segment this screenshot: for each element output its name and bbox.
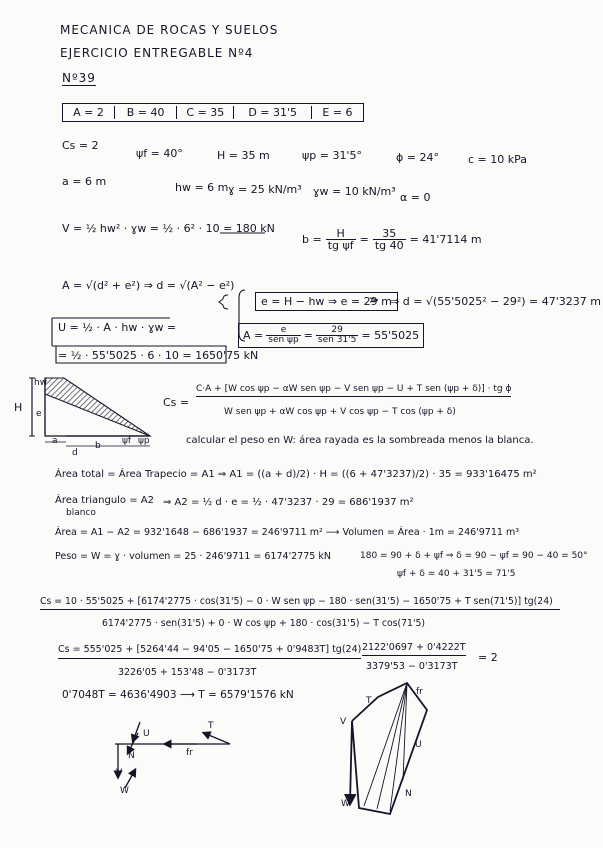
- fbd2-label-v: V: [340, 717, 347, 727]
- fbd1-label-fr: fr: [186, 748, 193, 758]
- weight-calc: Peso = W = ɣ · volumen = 25 · 246'9711 = 6174'2775 kN: [55, 551, 331, 562]
- document-title: MECANICA DE ROCAS Y SUELOS: [60, 23, 279, 37]
- fbd1-label-u: U: [143, 729, 150, 739]
- eq-b-equal: =: [359, 233, 369, 246]
- final-result: 0'7048T = 4636'4903 ⟶ T = 6579'1576 kN: [62, 689, 294, 701]
- equation-d: ⇒ d = √(55'5025² − 29²) = 47'3237 m: [390, 295, 601, 308]
- param-e: E = 6: [322, 106, 353, 119]
- cs-substitution-denominator: 6174'2775 · sen(31'5) + 0 · W cos ψp + 180 · cos(31'5) − T cos(71'5): [102, 618, 426, 629]
- param-d: D = 31'5: [234, 106, 312, 119]
- label-hw: hw: [34, 378, 48, 388]
- angle-calc: 180 = 90 + δ + ψf ⇒ δ = 90 − ψf = 90 − 40 = 50°: [360, 551, 588, 561]
- label-H: H: [14, 401, 23, 414]
- given-h: H = 35 m: [217, 149, 270, 162]
- given-c: c = 10 kPa: [468, 153, 528, 166]
- equation-e: e = H − hw ⇒ e = 29 m: [255, 292, 398, 311]
- cs-simplified-denominator: 3226'05 + 153'48 − 0'3173T: [118, 667, 257, 678]
- param-c: C = 35: [177, 106, 234, 119]
- fbd1-label-w: W: [120, 786, 129, 796]
- given-hw: hw = 6 m: [175, 181, 229, 194]
- given-psi-p: ψp = 31'5°: [302, 149, 362, 162]
- cs-simplified-numerator: Cs = 555'025 + [5264'44 − 94'05 − 1650'75 + 0'9483T] tg(24): [58, 645, 361, 659]
- fbd2-label-w: W: [341, 799, 350, 809]
- brace-left: [219, 295, 228, 309]
- eq-b-frac2: $\frac{35}{tg 40}$: [374, 227, 404, 252]
- cs-substitution-numerator: Cs = 10 · 55'5025 + [6174'2775 · cos(31'5) − 0 · W sen ψp − 180 · sen(31'5) − 1650'75 + T sen(71'5)] tg(24): [40, 597, 560, 610]
- brace-right: [370, 298, 378, 302]
- equation-cs-lhs: Cs =: [163, 396, 190, 409]
- fbd1-label-v: V: [116, 768, 123, 778]
- fbd1-label-t: T: [208, 721, 214, 731]
- fbd2-label-t: T: [366, 696, 372, 706]
- equation-brace: [239, 290, 245, 341]
- given-alpha: α = 0: [400, 191, 431, 204]
- label-psi-p: ψp: [138, 436, 150, 446]
- spacer-line: [56, 608, 560, 610]
- eq-b-rhs: = 41'7114 m: [409, 233, 482, 246]
- eq-a-frac1: $\frac{e}{\text{sen ψp}}$: [268, 325, 299, 345]
- equation-u-value: = ½ · 55'5025 · 6 · 10 = 1650'75 kN: [58, 349, 259, 362]
- equation-v: V = ½ hw² · ɣw = ½ · 6² · 10 = 180 kN: [62, 222, 275, 235]
- u-bracket-lines: [52, 318, 170, 346]
- eq-a-mid: =: [303, 329, 313, 342]
- area-triangle: Área triangulo = A2: [55, 495, 154, 506]
- eq-a-rhs: = 55'5025: [361, 329, 420, 342]
- given-gamma-w: ɣw = 10 kN/m³: [313, 185, 396, 198]
- equation-u: U = ½ · A · hw · ɣw =: [58, 321, 177, 334]
- label-e: e: [36, 409, 42, 419]
- fbd2-label-n: N: [405, 789, 412, 799]
- area-difference: Área = A1 − A2 = 932'1648 − 686'1937 = 246'9711 m² ⟶ Volumen = Área · 1m = 246'9711 m³: [55, 527, 520, 538]
- given-a: a = 6 m: [62, 175, 107, 188]
- cs-result-top-text: 2122'0697 + 0'4222T: [362, 642, 466, 653]
- angle-sum: ψf + δ = 40 + 31'5 = 71'5: [397, 569, 516, 579]
- equation-cs-denominator: W sen ψp + αW cos ψp + V cos ψp − T cos (ψp + δ): [224, 407, 456, 417]
- fbd1-label-n: N: [128, 751, 135, 761]
- cs-equals-two: = 2: [478, 651, 498, 664]
- eq-a-lhs: A =: [243, 329, 264, 342]
- eq-b-frac1: $\frac{H}{\text{tg ψf}}$: [327, 227, 354, 252]
- given-phi: ϕ = 24°: [396, 151, 439, 164]
- equation-a-d: A = √(d² + e²) ⇒ d = √(A² − e²): [62, 279, 235, 292]
- document-subtitle: EJERCICIO ENTREGABLE Nº4: [60, 46, 254, 60]
- label-psi-f: ψf: [122, 436, 132, 446]
- fbd2-label-fr: fr: [416, 687, 423, 697]
- label-b: b: [95, 441, 101, 451]
- eq-b-lhs: b =: [302, 233, 322, 246]
- slope-diagram: [29, 378, 150, 446]
- area-total: Área total = Área Trapecio = A1 ⇒ A1 = ((a + d)/2) · H = ((6 + 47'3237)/2) · 35 = 933'16475 m²: [55, 469, 537, 480]
- given-psi-f: ψf = 40°: [136, 147, 183, 160]
- label-d: d: [72, 448, 78, 458]
- equation-cs-numerator: C·A + [W cos ψp − αW sen ψp − V sen ψp − U + T sen (ψp + δ)] · tg ϕ: [196, 385, 511, 397]
- area-triangle-blank: blanco: [66, 508, 96, 518]
- param-a: A = 2: [63, 106, 115, 119]
- cs-result-denominator: 3379'53 − 0'3173T: [366, 661, 458, 672]
- exercise-number: Nº39: [62, 71, 96, 85]
- area-triangle-calc: ⇒ A2 = ½ d · e = ½ · 47'3237 · 29 = 686'1937 m²: [163, 497, 414, 508]
- fbd2-label-u: U: [415, 740, 422, 750]
- label-a: a: [52, 436, 58, 446]
- eq-a-frac2: $\frac{29}{\text{sen 31'5}}$: [317, 325, 357, 345]
- given-gamma: ɣ = 25 kN/m³: [228, 183, 302, 196]
- weight-note: calcular el peso en W: área rayada es la sombreada menos la blanca.: [186, 435, 534, 446]
- given-cs: Cs = 2: [62, 139, 99, 152]
- u-result-box: [56, 346, 226, 363]
- param-b: B = 40: [115, 106, 177, 119]
